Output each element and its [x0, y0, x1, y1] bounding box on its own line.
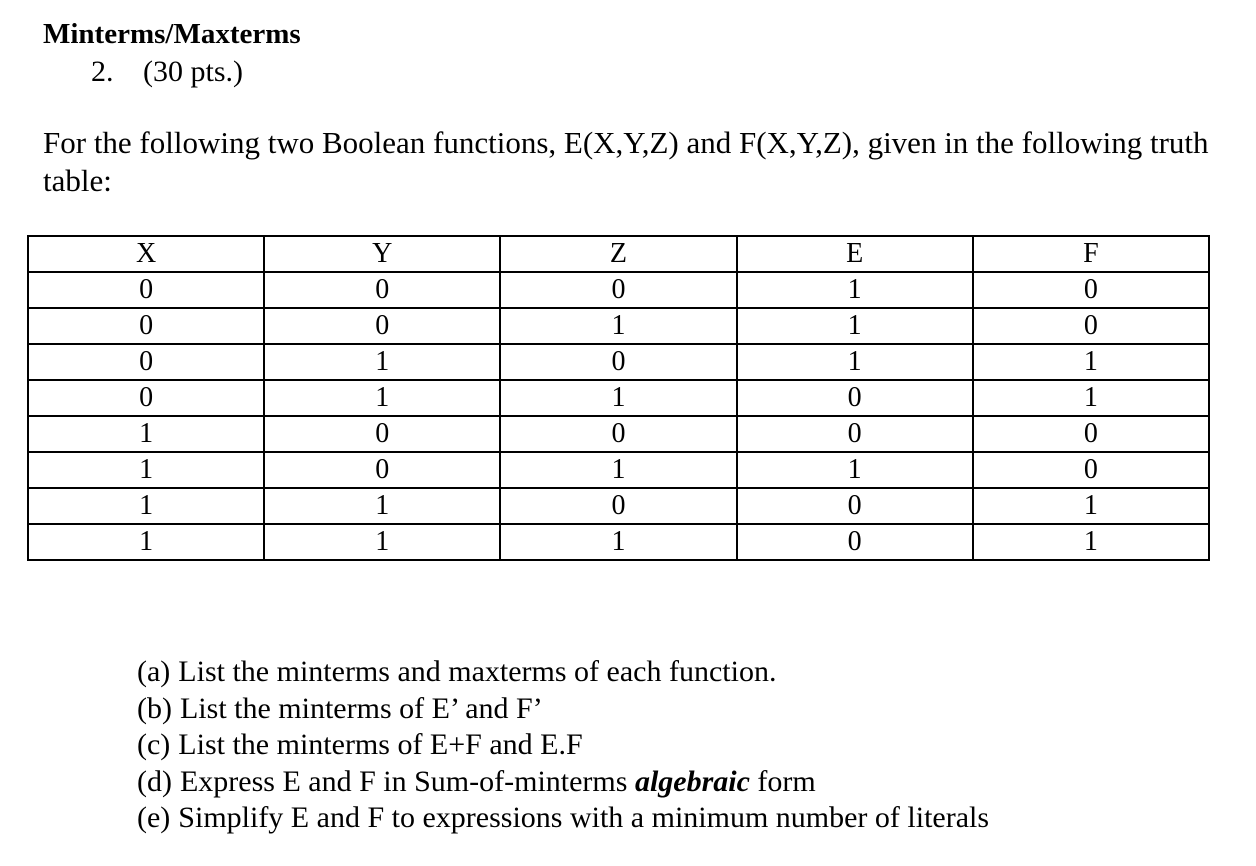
- table-cell: 1: [737, 308, 973, 344]
- question-a: [137, 654, 989, 691]
- table-cell: 0: [500, 344, 736, 380]
- column-header-f: F: [973, 236, 1209, 272]
- column-header-e: E: [737, 236, 973, 272]
- question-letter: (b): [137, 691, 172, 725]
- table-cell: 0: [737, 488, 973, 524]
- problem-header: [91, 53, 243, 91]
- table-cell: 0: [28, 344, 264, 380]
- truth-table-header-row: [28, 236, 1209, 272]
- table-cell: 1: [973, 344, 1209, 380]
- table-cell: 1: [500, 380, 736, 416]
- question-emphasis: algebraic: [634, 764, 750, 798]
- table-cell: 1: [500, 308, 736, 344]
- table-cell: 0: [973, 272, 1209, 308]
- table-cell: 0: [973, 416, 1209, 452]
- table-row: [28, 344, 1209, 380]
- question-letter: (a): [137, 655, 171, 688]
- table-cell: 0: [737, 380, 973, 416]
- question-text: List the minterms of E’ and F’: [179, 691, 543, 725]
- table-cell: 1: [28, 524, 264, 560]
- table-cell: 0: [500, 272, 736, 308]
- table-cell: 1: [737, 344, 973, 380]
- question-text: List the minterms and maxterms of each function.: [178, 655, 777, 688]
- question-letter: (c): [137, 728, 171, 761]
- problem-number: 2.: [91, 55, 114, 88]
- column-header-z: Z: [500, 236, 736, 272]
- question-b: [137, 691, 989, 728]
- table-cell: 1: [28, 416, 264, 452]
- table-cell: 1: [264, 524, 500, 560]
- table-row: [28, 272, 1209, 308]
- table-cell: 1: [500, 524, 736, 560]
- table-cell: 1: [737, 452, 973, 488]
- question-text-before: Express E and F in Sum-of-minterms: [179, 764, 635, 798]
- table-cell: 1: [973, 524, 1209, 560]
- problem-points: (30 pts.): [143, 55, 243, 88]
- table-cell: 1: [973, 488, 1209, 524]
- table-cell: 0: [28, 272, 264, 308]
- question-letter: (e): [137, 801, 171, 834]
- truth-table: [27, 235, 1210, 561]
- table-row: [28, 488, 1209, 524]
- question-text-after: form: [749, 764, 816, 798]
- table-cell: 0: [264, 416, 500, 452]
- table-cell: 1: [973, 380, 1209, 416]
- question-d: [137, 764, 989, 801]
- question-text: List the minterms of E+F and E.F: [178, 728, 583, 761]
- question-c: [137, 727, 989, 764]
- table-cell: 1: [28, 488, 264, 524]
- table-cell: 0: [28, 380, 264, 416]
- table-cell: 1: [28, 452, 264, 488]
- column-header-x: X: [28, 236, 264, 272]
- question-text: Simplify E and F to expressions with a minimum number of literals: [178, 801, 990, 834]
- table-cell: 0: [264, 308, 500, 344]
- table-cell: 0: [737, 416, 973, 452]
- problem-intro: For the following two Boolean functions, E(X,Y,Z) and F(X,Y,Z), given in the following truth table:: [43, 125, 1209, 198]
- table-cell: 0: [28, 308, 264, 344]
- table-cell: 1: [264, 344, 500, 380]
- table-cell: 0: [737, 524, 973, 560]
- table-cell: 0: [264, 452, 500, 488]
- table-cell: 1: [500, 452, 736, 488]
- column-header-y: Y: [264, 236, 500, 272]
- table-row: [28, 452, 1209, 488]
- table-cell: 0: [973, 308, 1209, 344]
- table-cell: 1: [737, 272, 973, 308]
- table-cell: 0: [500, 416, 736, 452]
- table-cell: 0: [264, 272, 500, 308]
- table-cell: 1: [264, 488, 500, 524]
- table-row: [28, 524, 1209, 560]
- table-row: [28, 416, 1209, 452]
- section-heading: Minterms/Maxterms: [43, 18, 301, 50]
- table-cell: 0: [500, 488, 736, 524]
- question-letter: (d): [137, 764, 172, 798]
- question-e: [137, 800, 989, 837]
- table-cell: 1: [264, 380, 500, 416]
- question-list: [137, 654, 989, 837]
- table-row: [28, 380, 1209, 416]
- table-row: [28, 308, 1209, 344]
- table-cell: 0: [973, 452, 1209, 488]
